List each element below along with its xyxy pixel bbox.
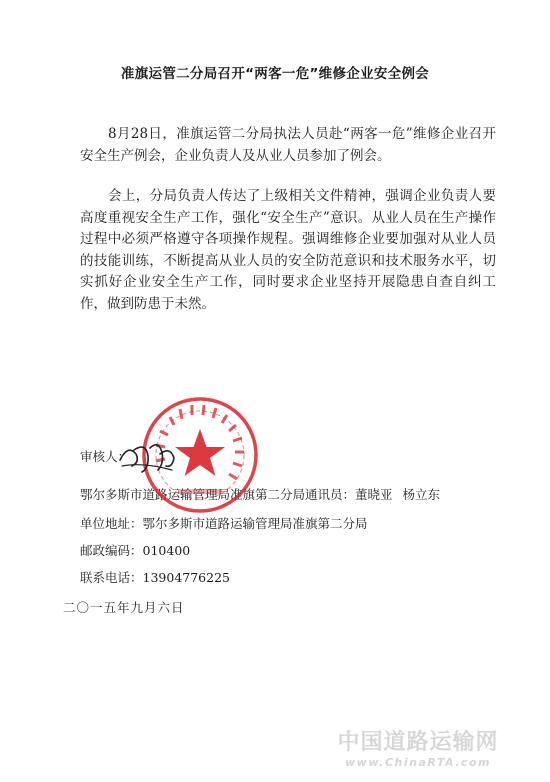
document-title: 准旗运管二分局召开“两客一危”维修企业安全例会 — [120, 66, 430, 82]
phone-label: 联系电话： — [80, 570, 143, 585]
address-line — [80, 514, 368, 532]
phone-line — [80, 568, 230, 586]
site-watermark — [318, 730, 518, 769]
postcode-value: 010400 — [142, 543, 191, 558]
paragraph-1: 8月28日，准旗运管二分局执法人员赴“两客一危”维修企业召开安全生产例会，企业负责人及从业人员参加了例会。 — [80, 126, 496, 164]
paragraph-2: 会上，分局负责人传达了上级相关文件精神，强调企业负责人要高度重视安全生产工作，强化“安全生产”意识。从业人员在生产操作过程中必须严格遵守各项操作规程。强调维修企业要加强对从业人员的技能训练，不断提高从业人员的安全防范意识和技术服务水平，切实抓好企业安全生产工作，同时要求企业坚持开展隐患自查自纠工作，做到防患于未然。 — [80, 188, 496, 312]
address-label: 单位地址： — [80, 516, 143, 531]
star-icon — [175, 429, 225, 476]
postcode-label: 邮政编码： — [80, 543, 143, 558]
document-date: 二〇一五年九月六日 — [63, 600, 185, 615]
postcode-line — [80, 541, 190, 559]
issuer-label: 鄂尔多斯市道路运输管理局准旗第二分局通讯员： — [80, 487, 356, 502]
handwritten-signature — [114, 436, 180, 478]
watermark-url: www.ChinaRTA.com — [345, 756, 491, 769]
phone-value: 13904776225 — [142, 570, 230, 585]
watermark-title: 中国道路运输网 — [337, 730, 499, 755]
address-value: 鄂尔多斯市道路运输管理局准旗第二分局 — [142, 516, 368, 531]
correspondent-1: 董晓亚 — [355, 487, 393, 502]
reviewer-label: 审核人： — [80, 449, 131, 464]
issuer-line — [80, 485, 440, 503]
correspondent-2: 杨立东 — [402, 487, 441, 502]
